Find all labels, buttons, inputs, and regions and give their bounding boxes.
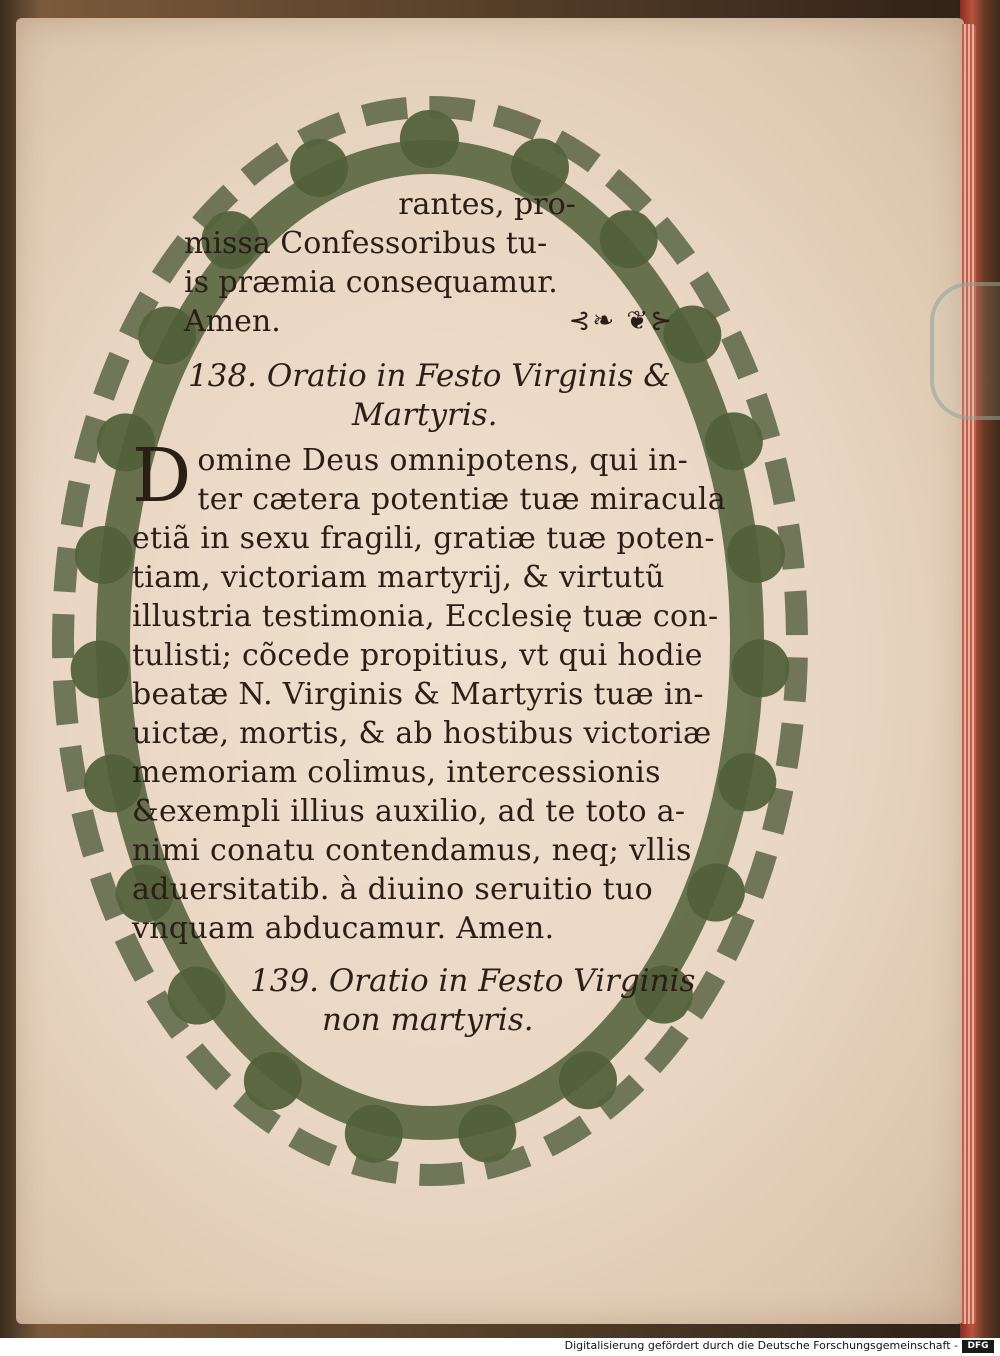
amen-text: Amen. bbox=[184, 304, 281, 339]
amen-row bbox=[184, 302, 674, 341]
heading-139-line1: 139. Oratio in Festo Virginis bbox=[250, 963, 696, 999]
prayer-line: uictæ, mortis, & ab hostibus victoriæ bbox=[132, 716, 712, 751]
prayer-line: memoriam colimus, intercessionis bbox=[132, 755, 661, 790]
prayer-line: etiã in sexu fragili, gratiæ tuæ poten- bbox=[132, 521, 715, 556]
dfg-logo: DFG bbox=[962, 1340, 994, 1353]
page-fore-edge bbox=[962, 24, 976, 1324]
prayer-line: tiam, victoriam martyrij, & virtutũ bbox=[132, 560, 665, 595]
page-clip bbox=[930, 282, 1000, 420]
prayer-line: omine Deus omnipotens, qui in- bbox=[197, 443, 689, 478]
drop-cap: D bbox=[132, 433, 192, 519]
heading-138-line1: 138. Oratio in Festo Virginis & bbox=[188, 358, 671, 394]
text-line: rantes, pro- bbox=[398, 187, 576, 222]
prayer-line: tulisti; cõcede propitius, vt qui hodie bbox=[132, 638, 703, 673]
heading-139-line2: non martyris. bbox=[322, 1002, 534, 1038]
ornament-glyph: ⊰❧ ❦⊱ bbox=[568, 306, 674, 336]
prayer-line: vnquam abducamur. Amen. bbox=[132, 911, 555, 946]
prayer-line: beatæ N. Virginis & Martyris tuæ in- bbox=[132, 677, 704, 712]
prayer-line: &exempli illius auxilio, ad te toto a- bbox=[132, 794, 686, 829]
footer-bar bbox=[0, 1338, 1000, 1356]
prayer-line: ter cætera potentiæ tuæ miracula bbox=[197, 482, 726, 517]
prayer-line: illustria testimonia, Ecclesię tuæ con- bbox=[132, 599, 719, 634]
prayer-line: aduersitatib. à diuino seruitio tuo bbox=[132, 872, 654, 907]
prayer-line: nimi conatu contendamus, neq; vllis bbox=[132, 833, 692, 868]
heading-138-line2: Martyris. bbox=[352, 397, 498, 433]
text-line: missa Confessoribus tu- bbox=[184, 226, 548, 261]
page-text bbox=[132, 185, 726, 1040]
text-line: is præmia consequamur. bbox=[184, 265, 558, 300]
prayer-138 bbox=[132, 433, 726, 948]
funding-credit: Digitalisierung gefördert durch die Deutsche Forschungsgemeinschaft - bbox=[564, 1339, 958, 1352]
